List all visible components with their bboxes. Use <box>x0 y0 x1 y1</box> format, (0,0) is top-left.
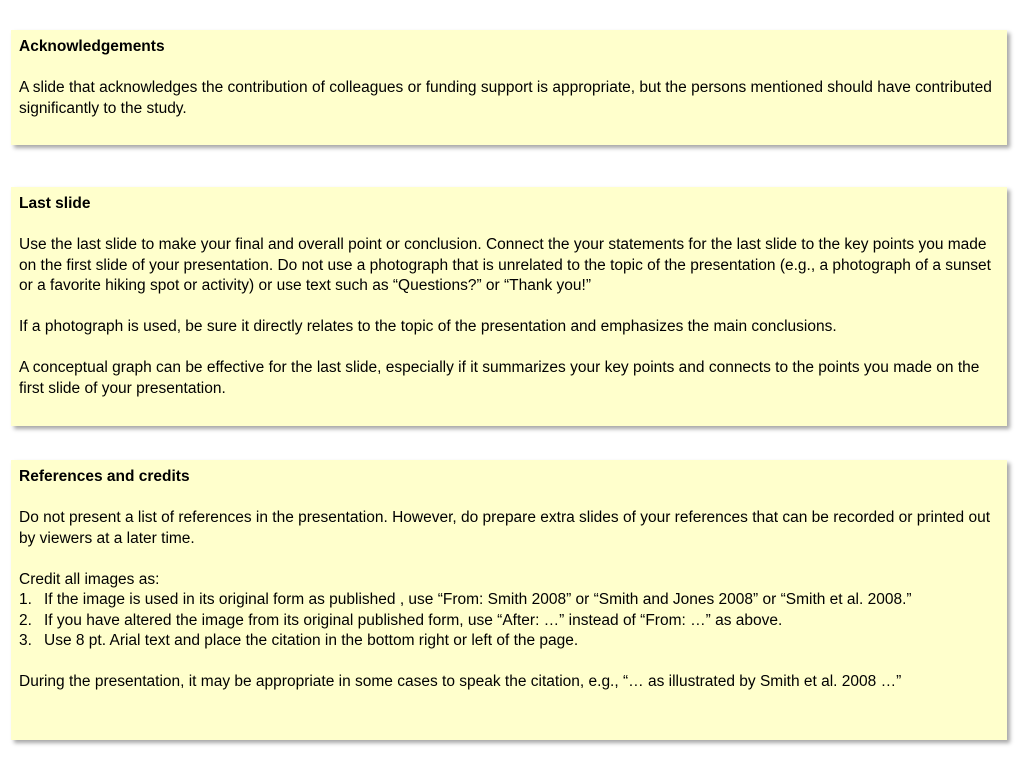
credit-label: Credit all images as: <box>19 570 160 588</box>
list-item <box>19 611 999 632</box>
references-box <box>11 460 1007 740</box>
list-item <box>19 631 999 652</box>
last-slide-box <box>11 187 1007 426</box>
last-slide-paragraph: If a photograph is used, be sure it directly relates to the topic of the presentation and emphasizes the main conclusions. <box>19 318 837 335</box>
credit-list <box>19 590 999 652</box>
references-intro: Do not present a list of references in the presentation. However, do prepare extra slides of your references that can be recorded or printed out by viewers at a later time. <box>19 509 991 547</box>
last-slide-heading: Last slide <box>19 195 91 212</box>
list-item <box>19 590 999 611</box>
references-heading: References and credits <box>19 468 190 485</box>
list-item-text: If you have altered the image from its original published form, use “After: …” instead of “From: …” as above. <box>44 611 783 629</box>
list-item-number: 1. <box>19 591 32 608</box>
last-slide-paragraph: Use the last slide to make your final and overall point or conclusion. Connect the your statements for the last slide to the key points you made on the first slide of your presentation. Do not use a photograph that is unrelated to the topic of the presentation (e.g., a photograph of a sunset or a favorite hiking spot or activity) or use text such as “Questions?” or “Thank you!” <box>19 236 991 294</box>
acknowledgements-box <box>11 30 1007 145</box>
list-item-text: If the image is used in its original form as published , use “From: Smith 2008” or “Smith and Jones 2008” or “Smith et al. 2008.” <box>44 591 912 608</box>
acknowledgements-paragraph: A slide that acknowledges the contribution of colleagues or funding support is appropriate, but the persons mentioned should have contributed significantly to the study. <box>19 79 992 117</box>
references-closing: During the presentation, it may be appropriate in some cases to speak the citation, e.g., “… as illustrated by Smith et al. 2008 …” <box>19 673 902 690</box>
list-item-number: 2. <box>19 611 32 629</box>
acknowledgements-heading: Acknowledgements <box>19 38 165 55</box>
list-item-text: Use 8 pt. Arial text and place the citation in the bottom right or left of the page. <box>44 632 579 649</box>
last-slide-paragraph: A conceptual graph can be effective for the last slide, especially if it summarizes your key points and connects to the points you made on the first slide of your presentation. <box>19 359 980 397</box>
list-item-number: 3. <box>19 632 32 649</box>
